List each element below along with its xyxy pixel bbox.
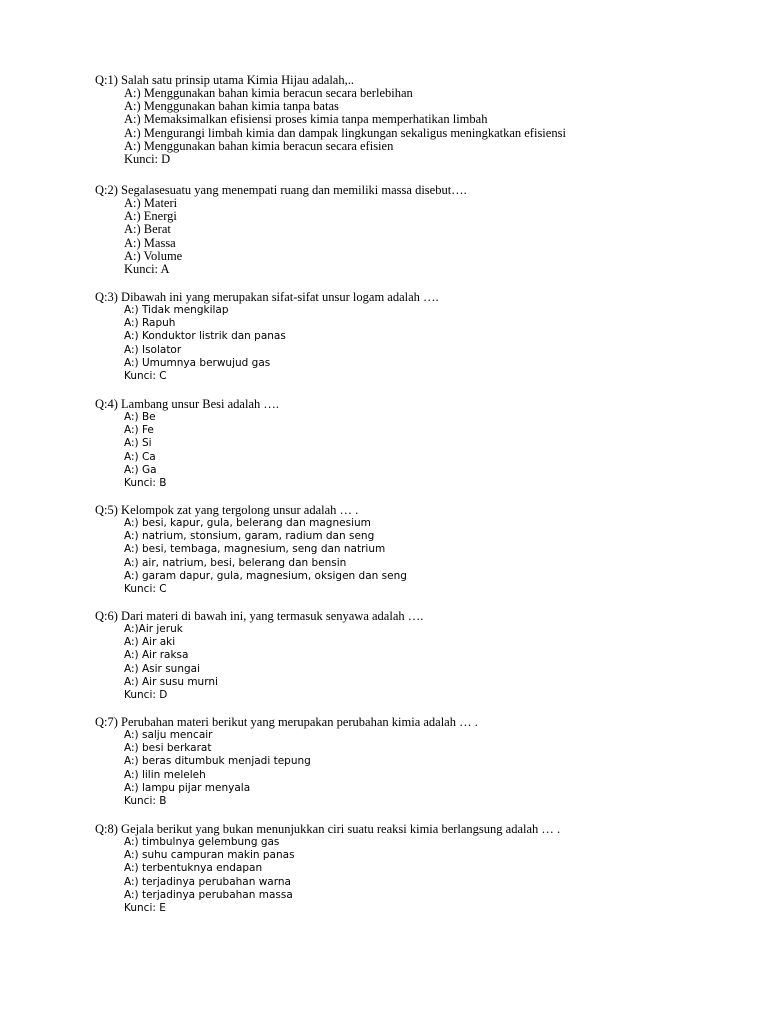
answer-option: A:) Massa: [124, 235, 176, 250]
question-prompt: Gejala berikut yang bukan menunjukkan ciri suatu reaksi kimia berlangsung adalah … .: [121, 822, 561, 836]
answer-option: A:) terbentuknya endapan: [124, 862, 263, 875]
answer-option: A:) Materi: [124, 196, 178, 210]
question-prompt: Dari materi di bawah ini, yang termasuk senyawa adalah ….: [121, 609, 424, 623]
answer-key: Kunci: E: [124, 901, 166, 914]
answer-option: A:) Air raksa: [124, 649, 189, 662]
question-text: [95, 290, 439, 304]
answer-option: A:) salju mencair: [124, 729, 213, 741]
question-prompt: Lambang unsur Besi adalah ….: [121, 397, 279, 411]
answer-option: A:) Umumnya berwujud gas: [124, 356, 271, 369]
answer-option: A:) lampu pijar menyala: [124, 781, 251, 794]
answer-option: A:) Air aki: [124, 636, 176, 649]
question-number: Q:3): [95, 290, 118, 304]
answer-key: Kunci: B: [124, 794, 167, 807]
answer-option: A:)Air jeruk: [124, 623, 183, 635]
question-number: Q:5): [95, 503, 118, 517]
answer-option: A:) Mengurangi limbah kimia dan dampak lingkungan sekaligus meningkatkan efisiensi: [124, 125, 566, 140]
answer-key: Kunci: D: [124, 151, 171, 166]
question-text: [95, 183, 467, 197]
question-number: Q:1): [95, 73, 118, 87]
question-text: [95, 397, 279, 411]
answer-options: [124, 836, 295, 915]
question-text: [95, 503, 358, 517]
answer-option: A:) Asir sungai: [124, 662, 200, 675]
question-prompt: Kelompok zat yang tergolong unsur adalah … .: [121, 503, 359, 517]
answer-option: A:) lilin meleleh: [124, 768, 206, 781]
answer-option: A:) Be: [124, 411, 156, 423]
answer-option: A:) besi, tembaga, magnesium, seng dan natrium: [124, 543, 386, 556]
question-number: Q:4): [95, 397, 118, 411]
answer-options: [124, 304, 286, 383]
question-prompt: Salah satu prinsip utama Kimia Hijau adalah,..: [121, 73, 354, 87]
question-text: [95, 73, 354, 87]
question-number: Q:7): [95, 715, 118, 729]
answer-option: A:) Memaksimalkan efisiensi proses kimia tanpa memperhatikan limbah: [124, 112, 488, 127]
answer-option: A:) timbulnya gelembung gas: [124, 836, 280, 848]
question-number: Q:6): [95, 609, 118, 623]
answer-option: A:) terjadinya perubahan massa: [124, 888, 293, 901]
answer-option: A:) besi berkarat: [124, 742, 212, 755]
answer-options: [124, 197, 182, 276]
answer-option: A:) Tidak mengkilap: [124, 304, 229, 316]
answer-option: A:) beras ditumbuk menjadi tepung: [124, 755, 311, 768]
question-text: [95, 822, 560, 836]
answer-option: A:) Si: [124, 437, 152, 450]
answer-option: A:) Berat: [124, 222, 171, 237]
question-prompt: Dibawah ini yang merupakan sifat-sifat unsur logam adalah ….: [121, 290, 439, 304]
answer-option: A:) Menggunakan bahan kimia beracun secara efisien: [124, 138, 394, 153]
answer-option: A:) Isolator: [124, 343, 182, 356]
question-text: [95, 609, 423, 623]
answer-key: Kunci: C: [124, 582, 167, 595]
answer-options: [124, 87, 566, 166]
question-prompt: Segalasesuatu yang menempati ruang dan memiliki massa disebut….: [121, 183, 467, 197]
question-text: [95, 715, 478, 729]
answer-option: A:) besi, kapur, gula, belerang dan magnesium: [124, 517, 371, 529]
answer-options: [124, 411, 166, 490]
answer-option: A:) Air susu murni: [124, 675, 218, 688]
answer-option: A:) Konduktor listrik dan panas: [124, 330, 286, 343]
answer-option: A:) terjadinya perubahan warna: [124, 875, 291, 888]
answer-option: A:) air, natrium, besi, belerang dan bensin: [124, 556, 347, 569]
answer-key: Kunci: C: [124, 369, 167, 382]
answer-options: [124, 623, 218, 702]
answer-option: A:) garam dapur, gula, magnesium, oksigen dan seng: [124, 569, 407, 582]
answer-option: A:) Volume: [124, 248, 183, 263]
answer-option: A:) natrium, stonsium, garam, radium dan seng: [124, 530, 375, 543]
answer-option: A:) Rapuh: [124, 317, 176, 330]
answer-option: A:) Menggunakan bahan kimia beracun secara berlebihan: [124, 86, 413, 100]
question-number: Q:2): [95, 183, 118, 197]
answer-option: A:) Energi: [124, 209, 177, 224]
answer-options: [124, 517, 407, 596]
answer-option: A:) Fe: [124, 424, 154, 437]
answer-option: A:) Ga: [124, 463, 157, 476]
answer-option: A:) Ca: [124, 450, 156, 463]
answer-key: Kunci: A: [124, 261, 170, 276]
answer-option: A:) Menggunakan bahan kimia tanpa batas: [124, 99, 339, 114]
question-number: Q:8): [95, 822, 118, 836]
answer-option: A:) suhu campuran makin panas: [124, 849, 295, 862]
answer-options: [124, 729, 311, 808]
question-prompt: Perubahan materi berikut yang merupakan perubahan kimia adalah … .: [121, 715, 478, 729]
answer-key: Kunci: B: [124, 476, 167, 489]
answer-key: Kunci: D: [124, 688, 168, 701]
